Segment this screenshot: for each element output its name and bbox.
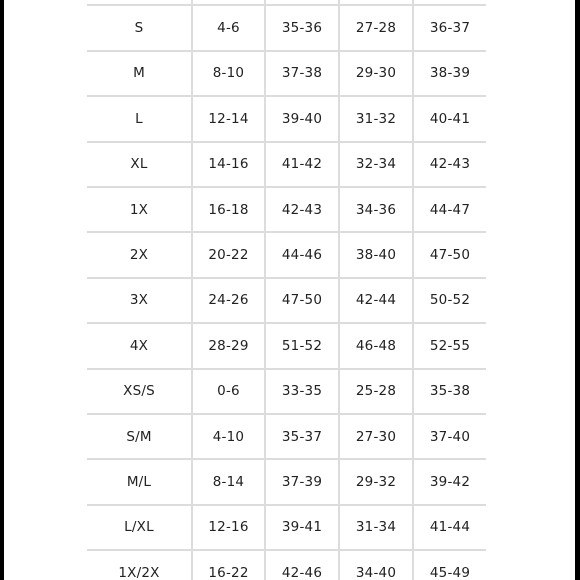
measurement-cell: 52-55 [413,323,486,368]
size-label-cell: 4X [87,323,192,368]
measurement-cell: 51-52 [265,323,339,368]
table-row [87,96,486,141]
measurement-cell: 47-50 [265,278,339,323]
measurement-cell: 16-18 [192,187,265,232]
measurement-cell: 37-39 [265,459,339,504]
size-label-cell: M [87,51,192,96]
measurement-cell: 34-36 [339,187,413,232]
measurement-cell: 42-44 [339,278,413,323]
measurement-cell: 14-16 [192,142,265,187]
measurement-cell: 40-41 [413,96,486,141]
measurement-cell: 27-30 [339,414,413,459]
measurement-cell: 20-22 [192,232,265,277]
measurement-cell: 33-35 [265,369,339,414]
measurement-cell: 8-14 [192,459,265,504]
measurement-cell: 38-40 [339,232,413,277]
measurement-cell: 12-16 [192,505,265,550]
measurement-cell: 44-47 [413,187,486,232]
measurement-cell: 28-29 [192,323,265,368]
table-row [87,187,486,232]
measurement-cell: 47-50 [413,232,486,277]
size-label-cell: L/XL [87,505,192,550]
measurement-cell: 29-30 [339,51,413,96]
size-chart-body [87,0,486,580]
measurement-cell: 44-46 [265,232,339,277]
size-label-cell: S [87,5,192,50]
measurement-cell: 42-43 [265,187,339,232]
measurement-cell: 39-40 [265,96,339,141]
table-row [87,369,486,414]
measurement-cell: 37-40 [413,414,486,459]
size-label-cell: 3X [87,278,192,323]
measurement-cell: 39-42 [413,459,486,504]
table-row [87,5,486,50]
measurement-cell: 4-10 [192,414,265,459]
measurement-cell: 39-41 [265,505,339,550]
size-chart-page [4,0,575,580]
measurement-cell: 29-32 [339,459,413,504]
size-label-cell: 2X [87,232,192,277]
measurement-cell: 12-14 [192,96,265,141]
measurement-cell: 27-28 [339,5,413,50]
measurement-cell: 8-10 [192,51,265,96]
table-row [87,459,486,504]
measurement-cell: 45-49 [413,550,486,580]
table-row [87,323,486,368]
size-label-cell: M/L [87,459,192,504]
size-label-cell: S/M [87,414,192,459]
measurement-cell: 50-52 [413,278,486,323]
size-label-cell: XL [87,142,192,187]
measurement-cell: 41-44 [413,505,486,550]
measurement-cell: 42-46 [265,550,339,580]
measurement-cell: 46-48 [339,323,413,368]
measurement-cell: 36-37 [413,5,486,50]
size-label-cell: XS/S [87,369,192,414]
table-row [87,232,486,277]
size-label-cell: L [87,96,192,141]
size-chart-table [87,0,486,580]
size-label-cell: 1X [87,187,192,232]
measurement-cell: 0-6 [192,369,265,414]
table-row [87,414,486,459]
measurement-cell: 24-26 [192,278,265,323]
table-row [87,278,486,323]
measurement-cell: 35-38 [413,369,486,414]
measurement-cell: 35-37 [265,414,339,459]
measurement-cell: 42-43 [413,142,486,187]
measurement-cell: 31-34 [339,505,413,550]
table-row [87,51,486,96]
table-row [87,550,486,580]
measurement-cell: 32-34 [339,142,413,187]
table-row [87,505,486,550]
table-row [87,142,486,187]
measurement-cell: 4-6 [192,5,265,50]
size-label-cell: 1X/2X [87,550,192,580]
measurement-cell: 31-32 [339,96,413,141]
measurement-cell: 34-40 [339,550,413,580]
measurement-cell: 41-42 [265,142,339,187]
measurement-cell: 16-22 [192,550,265,580]
measurement-cell: 35-36 [265,5,339,50]
measurement-cell: 37-38 [265,51,339,96]
measurement-cell: 38-39 [413,51,486,96]
measurement-cell: 25-28 [339,369,413,414]
